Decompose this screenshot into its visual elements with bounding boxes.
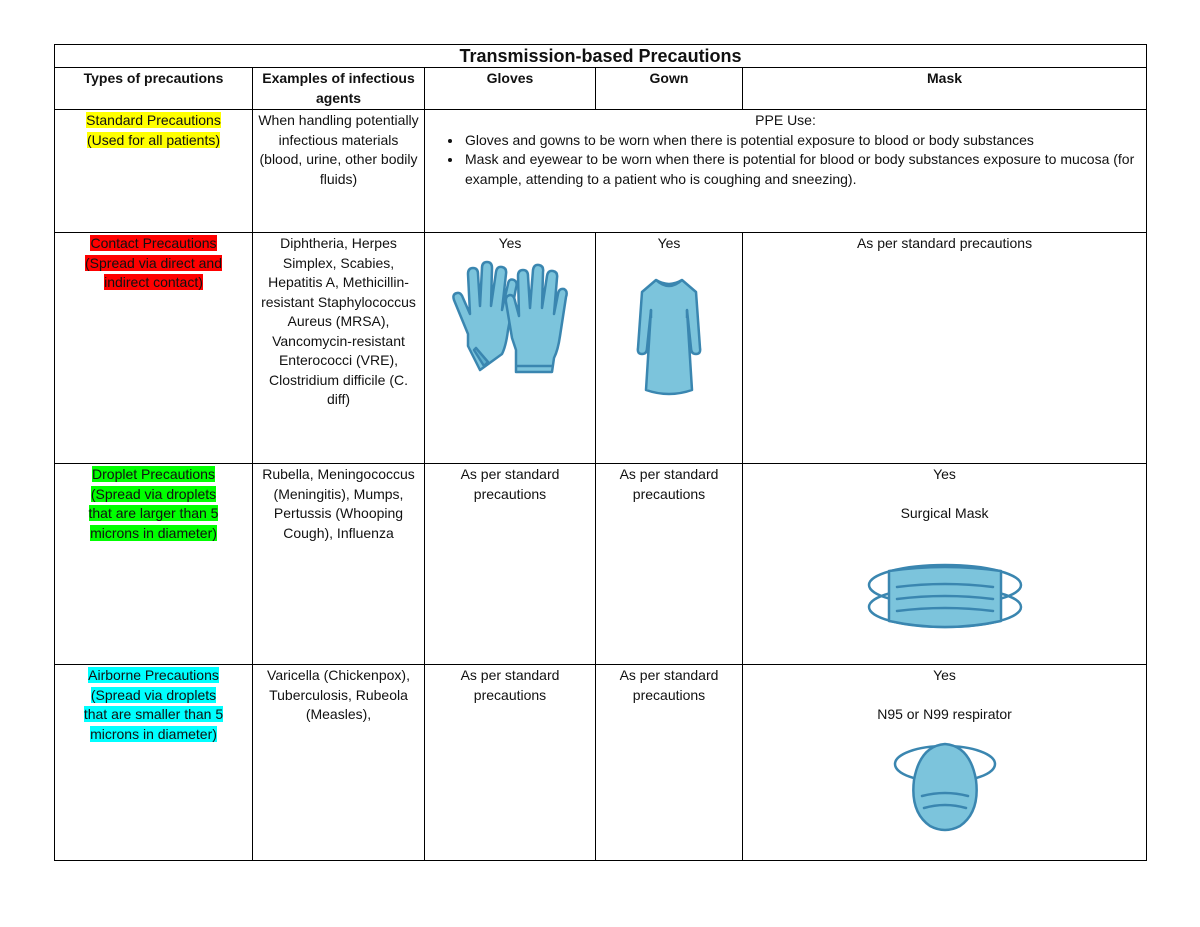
droplet-type-desc-3: microns in diameter) <box>90 524 217 541</box>
n95-respirator-icon <box>890 730 1000 840</box>
contact-type-label: Contact Precautions <box>90 235 217 251</box>
contact-type-desc-2: indirect contact) <box>104 274 203 290</box>
contact-type-cell <box>55 233 253 464</box>
droplet-row <box>55 464 1147 665</box>
standard-type-desc: (Used for all patients) <box>86 131 221 148</box>
contact-gloves-cell <box>425 233 596 464</box>
ppe-use-item: • Gloves and gowns to be worn when there is potential exposure to blood or body substances <box>463 131 1142 151</box>
contact-mask: As per standard precautions <box>743 233 1147 464</box>
contact-type-desc-1: (Spread via direct and <box>85 254 222 271</box>
airborne-mask-cell <box>743 665 1147 861</box>
droplet-gloves: As per standard precautions <box>425 464 596 665</box>
header-gloves: Gloves <box>425 68 596 110</box>
airborne-examples: Varicella (Chickenpox), Tuberculosis, Rubeola (Measles), <box>253 665 425 861</box>
airborne-type-desc-1: (Spread via droplets <box>90 686 217 703</box>
droplet-type-label: Droplet Precautions <box>92 466 215 482</box>
header-types: Types of precautions <box>55 68 253 110</box>
contact-examples: Diphtheria, Herpes Simplex, Scabies, Hepatitis A, Methicillin-resistant Staphylococcus Aureus (MRSA), Vancomycin-resistant Enterococci (VRE), Clostridium difficile (C. diff) <box>253 233 425 464</box>
contact-gown-cell <box>596 233 743 464</box>
droplet-type-desc-1: (Spread via droplets <box>90 485 217 502</box>
header-examples: Examples of infectious agents <box>253 68 425 110</box>
airborne-mask-type: N95 or N99 respirator <box>877 705 1012 722</box>
precautions-table <box>54 44 1147 861</box>
droplet-mask-cell <box>743 464 1147 665</box>
airborne-mask-value: Yes <box>933 667 956 683</box>
gloves-icon <box>446 254 574 382</box>
header-gown: Gown <box>596 68 743 110</box>
airborne-type-label: Airborne Precautions <box>88 667 219 683</box>
contact-gloves-value: Yes <box>498 235 522 251</box>
ppe-use-list <box>429 131 1142 190</box>
airborne-type-desc-2: that are smaller than 5 <box>83 706 224 722</box>
standard-examples: When handling potentially infectious materials (blood, urine, other bodily fluids) <box>253 110 425 233</box>
droplet-type-desc-2: that are larger than 5 <box>88 505 219 521</box>
header-row <box>55 68 1147 110</box>
standard-row <box>55 110 1147 233</box>
airborne-row <box>55 665 1147 861</box>
table-title: Transmission-based Precautions <box>55 45 1147 68</box>
contact-gown-value: Yes <box>657 235 681 251</box>
droplet-mask-type: Surgical Mask <box>900 504 989 521</box>
ppe-use-item: • Mask and eyewear to be worn when there is potential for blood or body substances exposure to mucosa (for example, attending to a patient who is coughing and sneezing). <box>463 150 1142 189</box>
ppe-use-title: PPE Use: <box>755 112 816 128</box>
standard-type-label: Standard Precautions <box>86 112 221 128</box>
airborne-type-cell <box>55 665 253 861</box>
droplet-gown: As per standard precautions <box>596 464 743 665</box>
contact-row <box>55 233 1147 464</box>
airborne-type-desc-3: microns in diameter) <box>90 725 217 742</box>
header-mask: Mask <box>743 68 1147 110</box>
surgical-mask-icon <box>865 557 1025 637</box>
droplet-examples: Rubella, Meningococcus (Meningitis), Mumps, Pertussis (Whooping Cough), Influenza <box>253 464 425 665</box>
standard-ppe-cell <box>425 110 1147 233</box>
standard-type-cell <box>55 110 253 233</box>
gown-icon <box>634 274 704 406</box>
droplet-mask-value: Yes <box>933 466 956 482</box>
airborne-gloves: As per standard precautions <box>425 665 596 861</box>
airborne-gown: As per standard precautions <box>596 665 743 861</box>
title-row <box>55 45 1147 68</box>
droplet-type-cell <box>55 464 253 665</box>
